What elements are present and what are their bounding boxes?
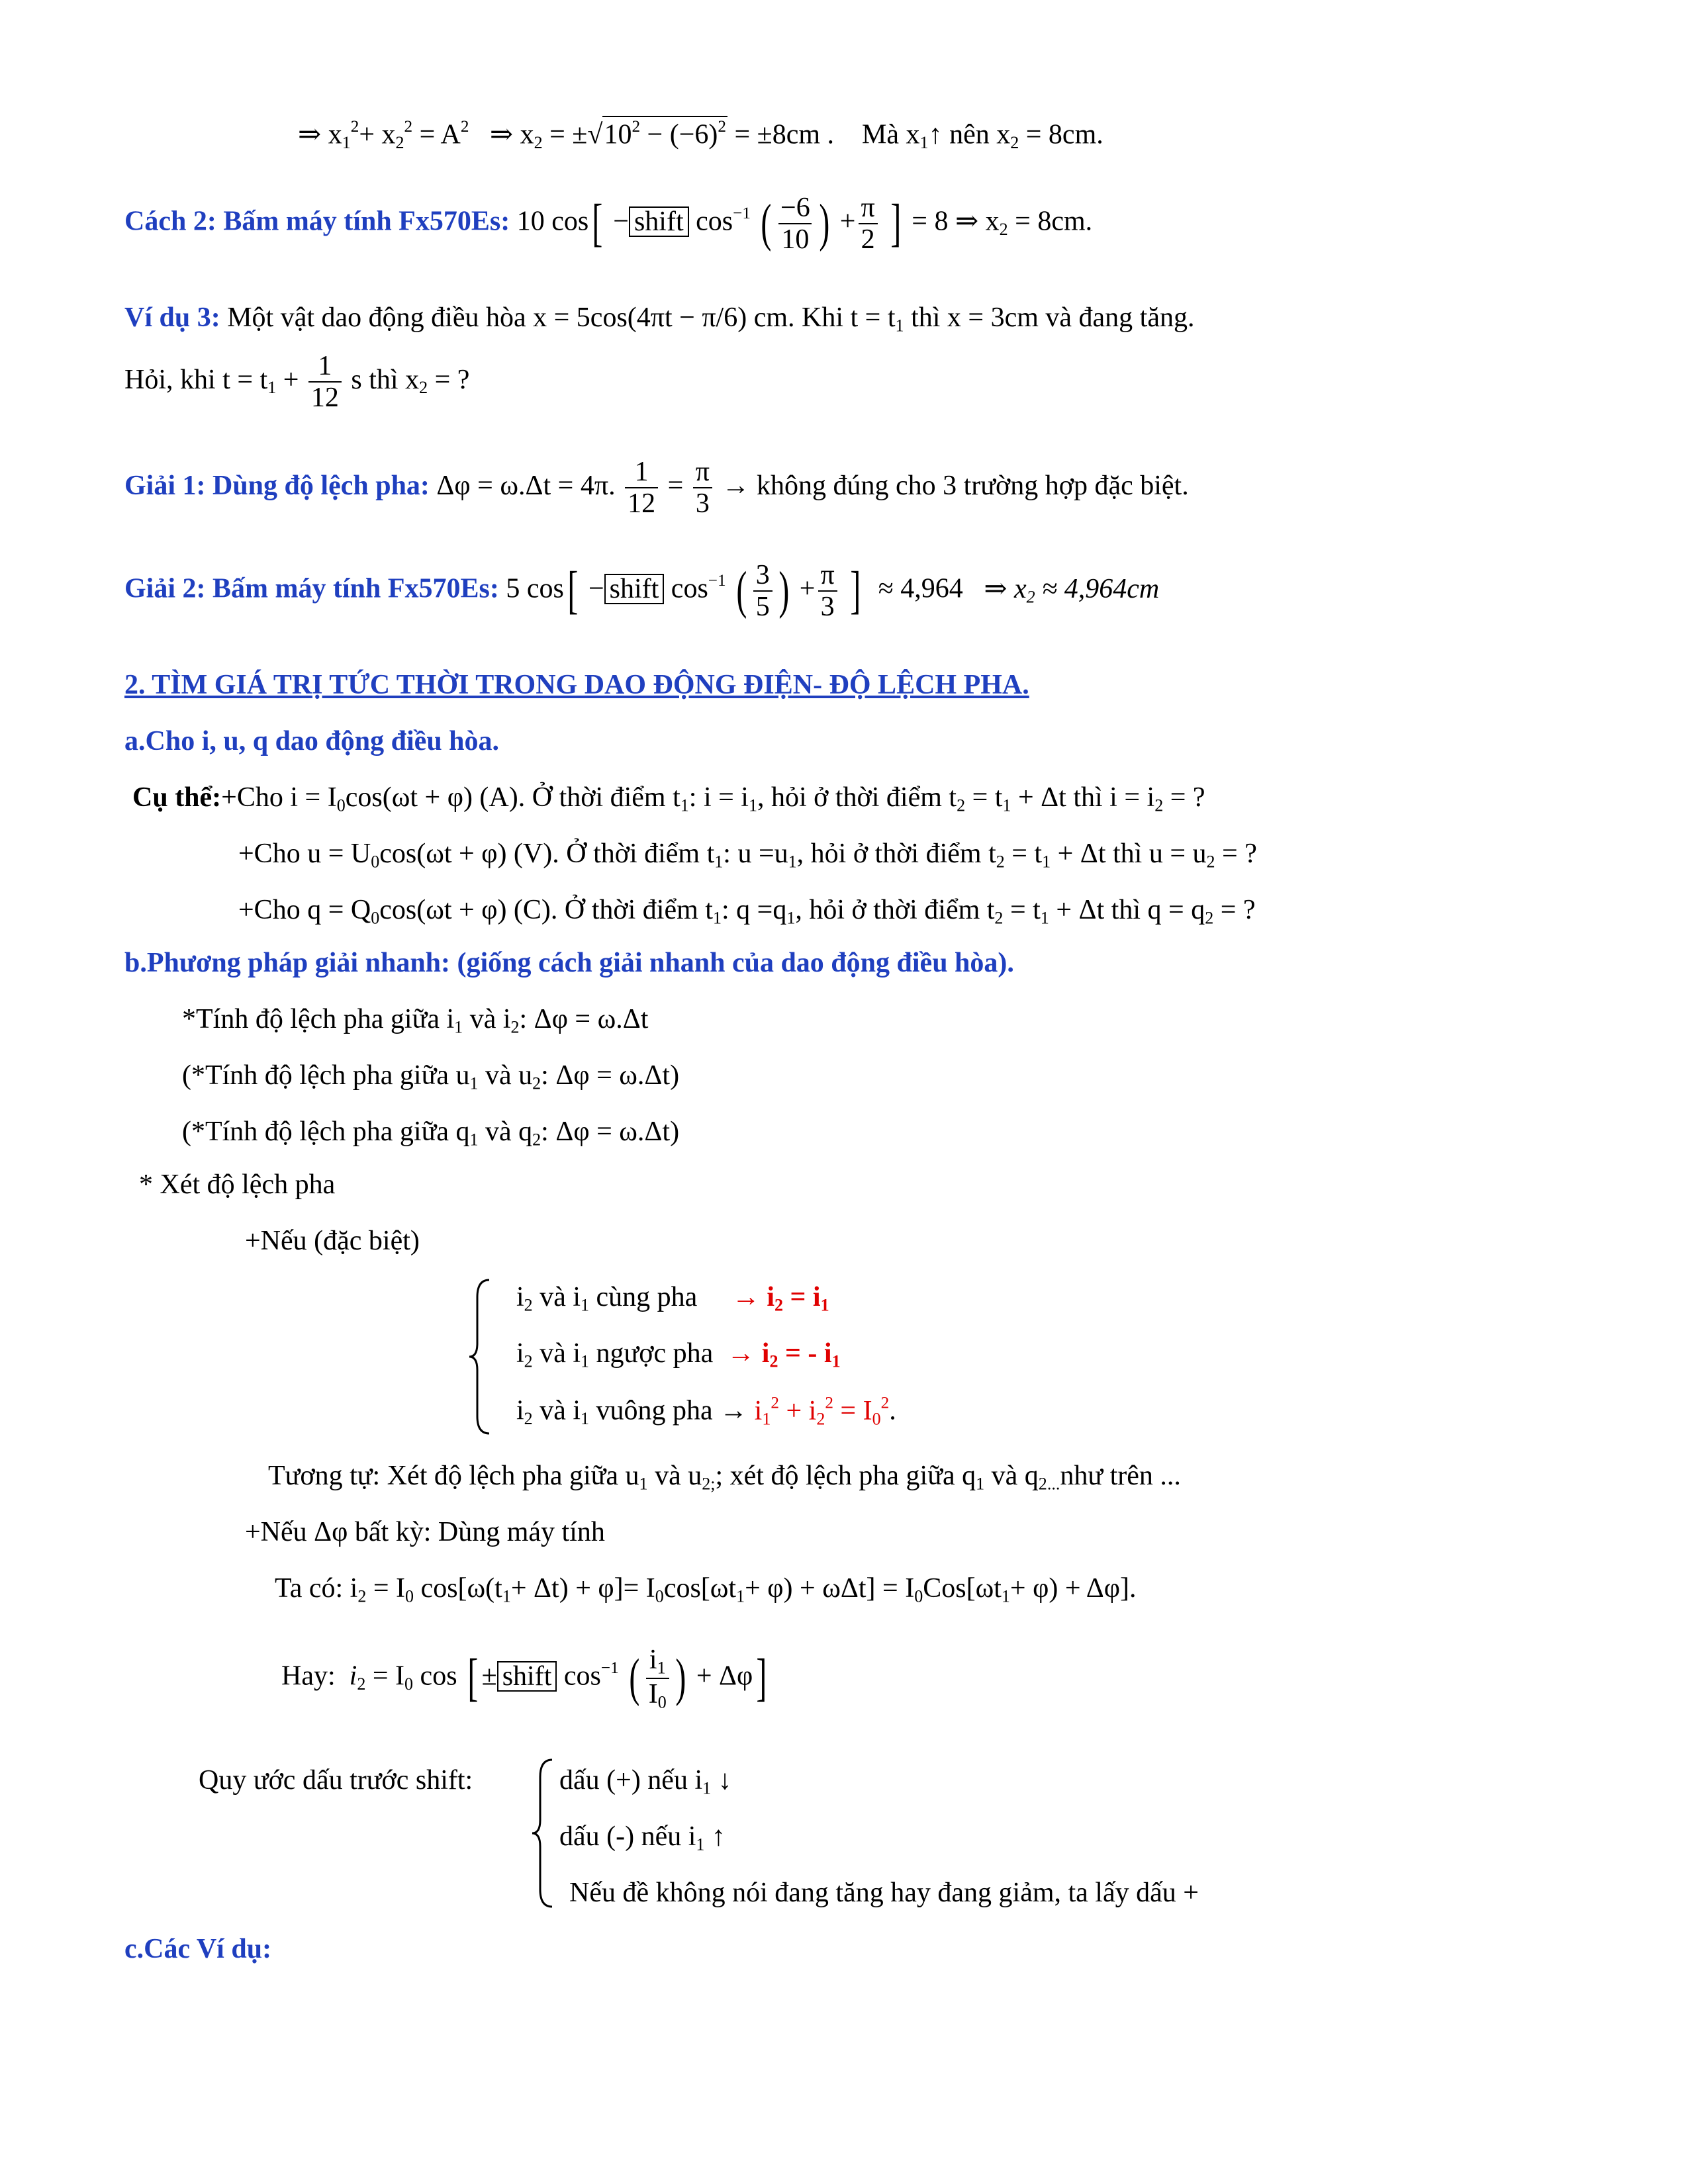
p1: *Tính độ lệch pha giữa $i_1$ và $i_2$: Δφ = ω.Δt: [182, 1004, 649, 1037]
rule-3: Nếu đề không nói đang tăng hay đang giảm, ta lấy dấu +: [569, 1878, 1199, 1908]
section-b-heading: b.Phương pháp giải nhanh: (giống cách giải nhanh của dao động điều hòa).: [124, 948, 1014, 978]
case-nguoc-pha: $i_2$ và $i_1$ ngược pha → $i_2$ = - $i_1$: [516, 1338, 841, 1371]
hay-formula: Hay: $i_2 = I_0$ cos [ ± shift $\cos^{-1}$ ( $\frac{i_1}{I_0}$ ) + Δφ]: [281, 1645, 767, 1712]
neu-bat-ky: +Nếu Δφ bất kỳ: Dùng máy tính: [245, 1517, 605, 1547]
cu-the-i: Cụ thể:+Cho $i = I_0\cos(\omega t + \varphi)$ (A). Ở thời điểm $t_1$: $i = i_1$, hỏi ở thời điểm $t_2 = t_1 + \Delta t$ thì $i = i_2$ = ?: [132, 782, 1205, 815]
giai-2: Giải 2: Bấm máy tính Fx570Es: 5 cos[ − shift $\cos^{-1}$ ( $\frac{3}{5}$ ) + $\frac{\pi}{3}$ ] ≈ 4,964 ⇒ $x_2 \approx 4,964cm$: [124, 559, 1160, 622]
case-cung-pha: $i_2$ và $i_1$ cùng pha → $i_2 = i_1$: [516, 1282, 829, 1315]
quy-uoc-label: Quy ước dấu trước shift:: [199, 1765, 473, 1796]
p2: (*Tính độ lệch pha giữa $u_1$ và $u_2$: Δφ = ω.Δt): [182, 1060, 680, 1093]
line-1-formula: ⇒ $x_1^2+ x_2^2 = A^2$ ⇒ $x_2 = \pm√10^2 - (-6)^2 = \pm 8cm$ . Mà $x_1↑$ nên $x_2 = 8cm$.: [298, 116, 1103, 153]
section-a-heading: a.Cho i, u, q dao động điều hòa.: [124, 726, 500, 756]
vi-du-3: Ví dụ 3: Một vật dao động điều hòa x = 5cos(4πt − π/6) cm. Khi $t = t_1$ thì x = 3cm và đang tăng.: [124, 302, 1195, 336]
p5: +Nếu (đặc biệt): [245, 1226, 420, 1256]
case-vuong-pha: $i_2$ và $i_1$ vuông pha → $i_1^2 + i_2^2 = I_0^2$.: [516, 1394, 896, 1428]
cach-2-line: Cách 2: Bấm máy tính Fx570Es: 10 cos[ − shift $\cos^{-1}$ ( $\frac{-6}{10}$ ) + $\frac{\pi}{2}$ ] = 8 ⇒ $x_2 = 8cm$.: [124, 192, 1093, 255]
cu-the-u: +Cho $u = U_0\cos(\omega t + \varphi)$ (V). Ở thời điểm $t_1$: $u =u_1$, hỏi ở thời điểm $t_2 = t_1 + \Delta t$ thì $u = u_2$ = ?: [238, 839, 1257, 872]
p3: (*Tính độ lệch pha giữa $q_1$ và $q_2$: Δφ = ω.Δt): [182, 1116, 680, 1150]
hoi-line: Hỏi, khi $t = t_1$ + $\frac{1}{12}$ s thì $x_2$ = ?: [124, 351, 470, 414]
section-2-heading: 2. TÌM GIÁ TRỊ TỨC THỜI TRONG DAO ĐỘNG ĐIỆN- ĐỘ LỆCH PHA.: [124, 670, 1029, 700]
left-brace-1: [467, 1277, 493, 1436]
tuong-tu: Tương tự: Xét độ lệch pha giữa $u_1$ và $u_{2;}$; xét độ lệch pha giữa $q_1$ và $q_{2...}như$ trên ...: [268, 1461, 1181, 1494]
giai-1: Giải 1: Dùng độ lệch pha: Δφ = ω.Δt = 4π. $\frac{1}{12}$ = $\frac{\pi}{3}$ → không đúng cho 3 trường hợp đặc biệt.: [124, 457, 1189, 520]
ta-co: Ta có: $i_2 = I_0$ $\cos[\omega(t_1+ \Delta t) + \varphi]= I_0\cos[\omega t_1+ \varphi) + \omega\Delta t] = I_0Cos[\omega t_1+ \varphi) + \Delta\varphi$].: [275, 1573, 1137, 1606]
p4: * Xét độ lệch pha: [139, 1169, 336, 1200]
left-brace-2: [530, 1757, 556, 1909]
section-c-heading: c.Các Ví dụ:: [124, 1934, 272, 1964]
rule-1: dấu (+) nếu $i_1$ ↓: [559, 1765, 732, 1798]
rule-2: dấu (-) nếu $i_1$ ↑: [559, 1821, 726, 1854]
cu-the-q: +Cho $q = Q_0\cos(\omega t + \varphi)$ (C). Ở thời điểm $t_1$: $q =q_1$, hỏi ở thời điểm $t_2 = t_1 + \Delta t$ thì $q = q_2$ = ?: [238, 895, 1256, 928]
